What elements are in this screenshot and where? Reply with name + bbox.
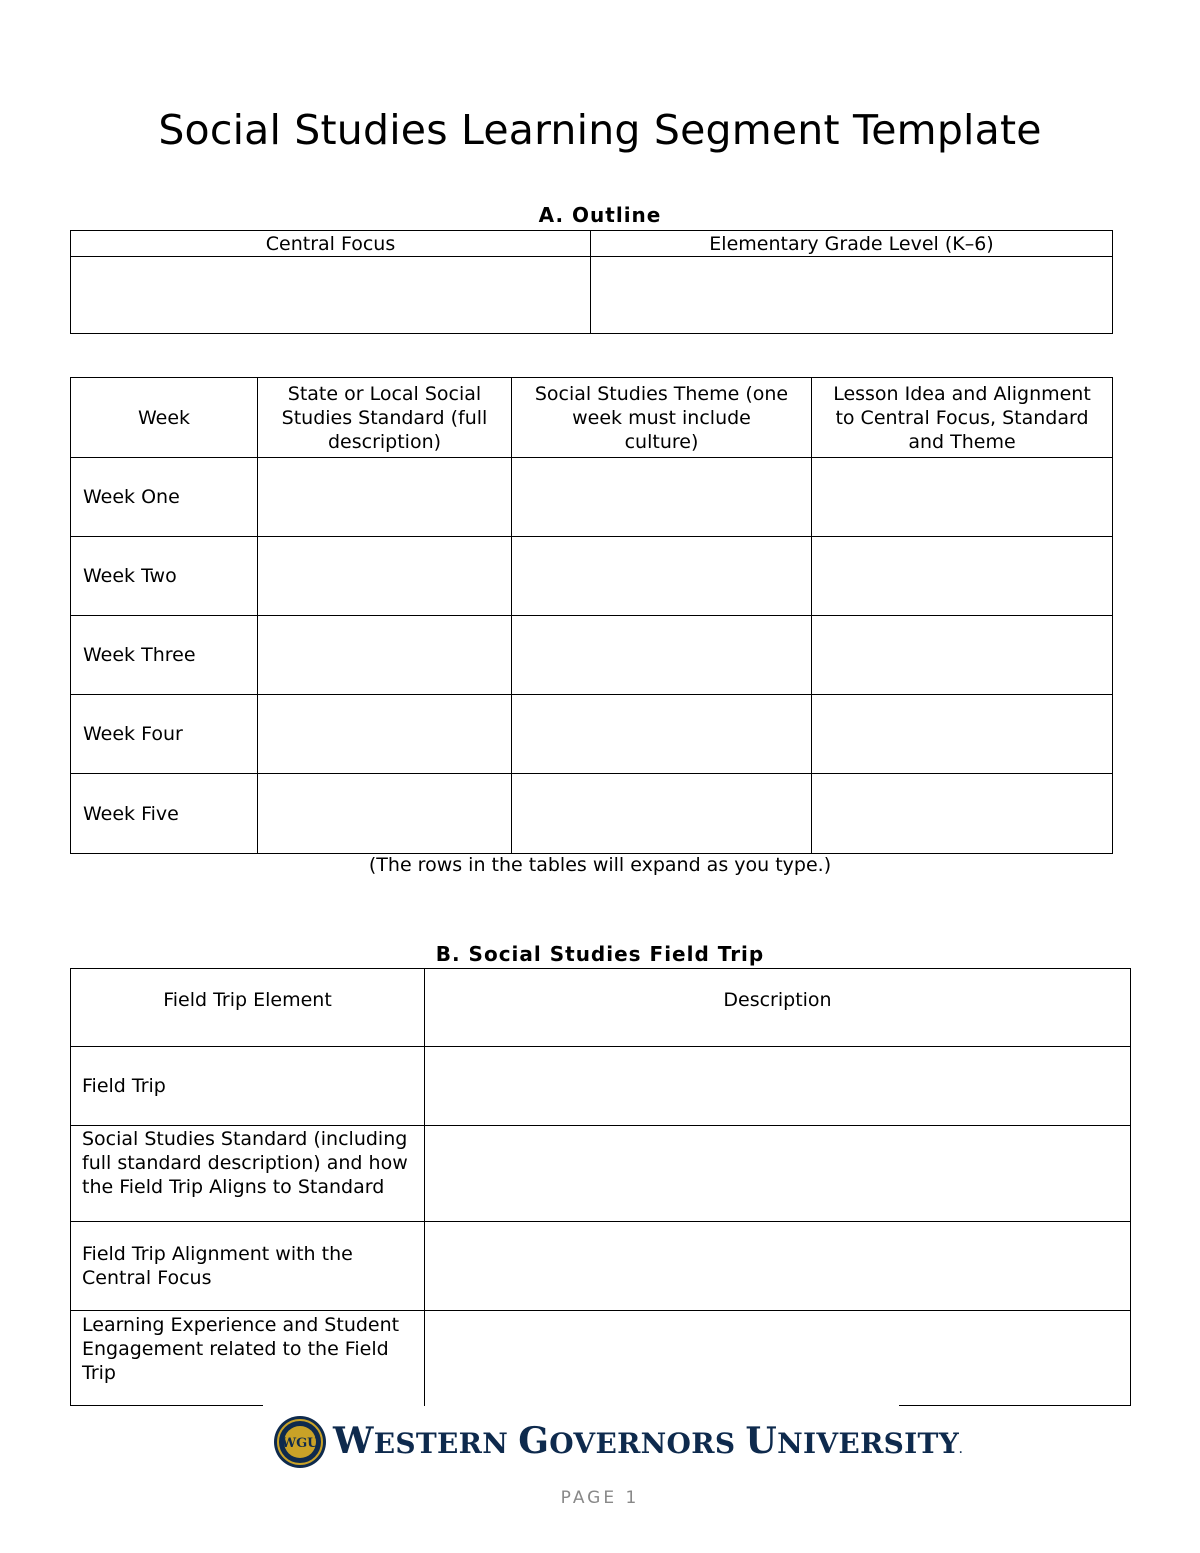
standard-cell[interactable]: [258, 695, 512, 774]
page-number: PAGE 1: [560, 1488, 640, 1508]
standard-header: State or Local Social Studies Standard (full description): [258, 378, 512, 458]
theme-cell[interactable]: [512, 537, 812, 616]
week-label: Week Two: [71, 537, 258, 616]
footer-rule-right: [899, 1405, 1130, 1406]
standard-cell[interactable]: [258, 458, 512, 537]
description-cell[interactable]: [425, 1047, 1131, 1126]
theme-cell[interactable]: [512, 616, 812, 695]
week-header: Week: [71, 378, 258, 458]
week-label: Week Five: [71, 774, 258, 854]
theme-cell[interactable]: [512, 695, 812, 774]
description-header: Description: [425, 969, 1131, 1047]
table-expand-note: (The rows in the tables will expand as you type.): [368, 854, 832, 876]
lesson-idea-cell[interactable]: [812, 695, 1113, 774]
field-trip-table: [70, 968, 1131, 1406]
section-b-heading: B. Social Studies Field Trip: [435, 942, 765, 966]
grade-level-header: Elementary Grade Level (K–6): [591, 231, 1113, 257]
seal-monogram: WGU: [281, 1436, 319, 1451]
week-label: Week One: [71, 458, 258, 537]
week-label: Week Four: [71, 695, 258, 774]
document-title: Social Studies Learning Segment Template: [158, 106, 1042, 154]
lesson-idea-cell[interactable]: [812, 616, 1113, 695]
standard-cell[interactable]: [258, 774, 512, 854]
field-trip-element-header: Field Trip Element: [71, 969, 425, 1047]
theme-cell[interactable]: [512, 774, 812, 854]
central-focus-input-cell[interactable]: [71, 257, 591, 334]
section-a-heading: A. Outline: [538, 203, 662, 227]
description-cell[interactable]: [425, 1311, 1131, 1406]
wgu-wordmark: WESTERN GOVERNORS UNIVERSITY.: [333, 1420, 963, 1462]
lesson-idea-cell[interactable]: [812, 458, 1113, 537]
standard-cell[interactable]: [258, 616, 512, 695]
description-cell[interactable]: [425, 1126, 1131, 1222]
field-trip-element-label: Social Studies Standard (including full standard description) and how the Field Trip Aligns to Standard: [71, 1126, 425, 1222]
footer-rule-left: [70, 1405, 263, 1406]
week-label: Week Three: [71, 616, 258, 695]
grade-level-input-cell[interactable]: [591, 257, 1113, 334]
theme-header: Social Studies Theme (one week must include culture): [512, 378, 812, 458]
lesson-idea-cell[interactable]: [812, 774, 1113, 854]
lesson-idea-header: Lesson Idea and Alignment to Central Focus, Standard and Theme: [812, 378, 1113, 458]
description-cell[interactable]: [425, 1222, 1131, 1311]
field-trip-element-label: Field Trip Alignment with the Central Focus: [71, 1222, 425, 1311]
wgu-logo: [273, 1414, 963, 1470]
central-focus-header: Central Focus: [71, 231, 591, 257]
central-focus-table: [70, 230, 1113, 334]
field-trip-element-label: Field Trip: [71, 1047, 425, 1126]
field-trip-element-label: Learning Experience and Student Engagement related to the Field Trip: [71, 1311, 425, 1406]
theme-cell[interactable]: [512, 458, 812, 537]
wgu-seal-icon: [273, 1415, 327, 1469]
lesson-idea-cell[interactable]: [812, 537, 1113, 616]
weekly-outline-table: [70, 377, 1113, 854]
standard-cell[interactable]: [258, 537, 512, 616]
